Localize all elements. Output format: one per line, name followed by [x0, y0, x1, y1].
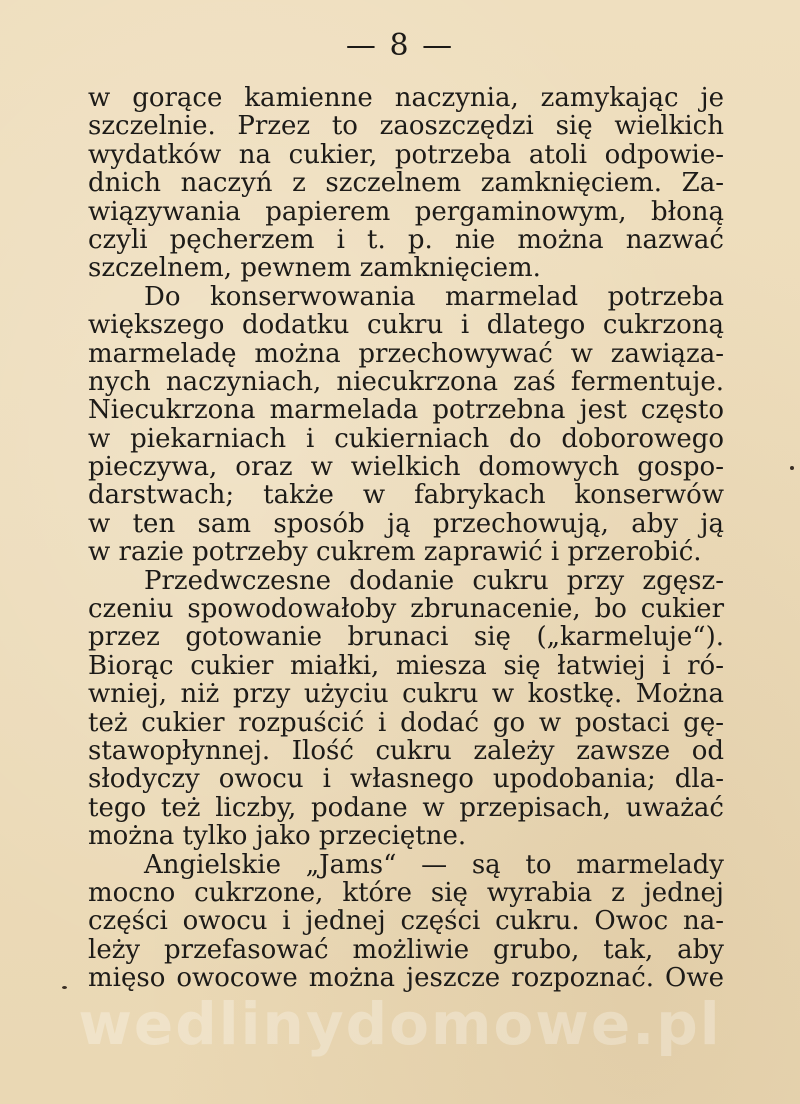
watermark: wedlinydomowe.pl [78, 990, 722, 1058]
page-number: — 8 — [345, 28, 455, 63]
paragraph-4 [88, 851, 724, 993]
text-line: czyli pęcherzem i t. p. nie można nazwać [88, 224, 724, 255]
text-line: nych naczyniach, niecukrzona zaś fermentuje. [88, 366, 724, 397]
text-line: mocno cukrzone, które się wyrabia z jednej [88, 877, 724, 908]
text-line: Do konserwowania marmelad potrzeba [144, 281, 724, 312]
text-line: szczelnem, pewnem zamknięciem. [88, 253, 541, 284]
text-line: Angielskie „Jams“ — są to marmelady [144, 849, 724, 880]
text-line: większego dodatku cukru i dlatego cukrzoną [88, 310, 724, 341]
ink-speck [790, 466, 794, 470]
body-text [88, 84, 724, 993]
text-line: stawopłynnej. Ilość cukru zależy zawsze od [88, 735, 724, 766]
text-line: Niecukrzona marmelada potrzebna jest często [88, 395, 724, 426]
ink-speck [62, 986, 67, 989]
text-line: dnich naczyń z szczelnem zamknięciem. Za- [88, 168, 724, 199]
text-line: słodyczy owocu i własnego upodobania; dla- [88, 764, 724, 795]
text-line: marmeladę można przechowywać w zawiąza- [88, 338, 724, 369]
text-line: przez gotowanie brunaci się („karmeluje“). [88, 622, 724, 653]
text-line: wydatków na cukier, potrzeba atoli odpowie- [88, 139, 724, 170]
text-line: w razie potrzeby cukrem zaprawić i przerobić. [88, 537, 702, 568]
text-line: można tylko jako przeciętne. [88, 821, 467, 852]
text-line: mięso owocowe można jeszcze rozpoznać. Owe [88, 963, 724, 994]
text-line: wiązywania papierem pergaminowym, błoną [88, 196, 724, 227]
text-line: też cukier rozpuścić i dodać go w postaci gę- [88, 707, 724, 738]
text-line: w piekarniach i cukierniach do doborowego [88, 423, 724, 454]
text-line: pieczywa, oraz w wielkich domowych gospo- [88, 452, 724, 483]
text-line: wniej, niż przy użyciu cukru w kostkę. Można [88, 679, 724, 710]
text-line: tego też liczby, podane w przepisach, uważać [88, 792, 724, 823]
text-line: w gorące kamienne naczynia, zamykając je [88, 83, 724, 113]
paragraph-1 [88, 84, 724, 283]
text-line: Przedwczesne dodanie cukru przy zgęsz- [144, 565, 724, 596]
text-line: w ten sam sposób ją przechowują, aby ją [88, 508, 724, 539]
text-line: części owocu i jednej części cukru. Owoc na- [88, 906, 724, 937]
text-line: czeniu spowodowałoby zbrunacenie, bo cukier [88, 594, 724, 625]
text-line: leży przefasować możliwie grubo, tak, aby [88, 934, 724, 965]
text-line: Biorąc cukier miałki, miesza się łatwiej i ró- [88, 650, 724, 681]
paragraph-2 [88, 283, 724, 567]
paragraph-3 [88, 567, 724, 851]
text-line: szczelnie. Przez to zaoszczędzi się wielkich [88, 111, 724, 142]
text-line: darstwach; także w fabrykach konserwów [88, 480, 724, 511]
